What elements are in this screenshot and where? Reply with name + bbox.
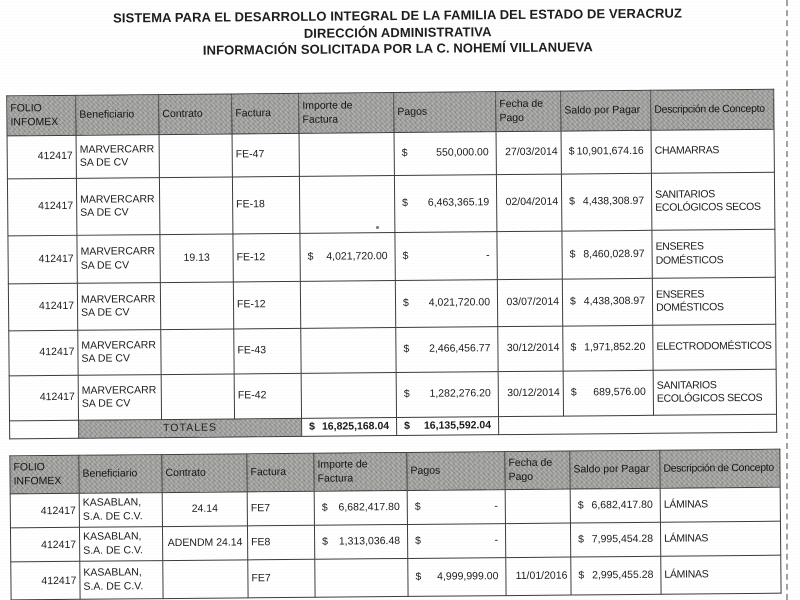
amount: 4,021,720.00 [326, 250, 388, 263]
totals-importe [302, 418, 397, 437]
amount: 8,460,028.97 [583, 247, 645, 261]
cell-folio: 412417 [8, 235, 77, 284]
cell-contrato: ADENDM 24.14 [162, 526, 247, 561]
cell-folio: 412417 [7, 178, 76, 236]
cell-factura: FE-42 [234, 373, 301, 419]
amount: - [494, 534, 499, 547]
cell-beneficiario: MARVERCARR SA DE CV [76, 135, 159, 179]
cell-beneficiario: MARVERCARR SA DE CV [78, 330, 161, 376]
cell-saldo [570, 488, 660, 523]
currency-symbol: $ [309, 420, 315, 433]
cell-saldo [561, 173, 651, 231]
cell-importe [314, 524, 407, 559]
cell-importe [300, 233, 395, 282]
cell-pagos [396, 327, 498, 373]
table-row [8, 229, 775, 284]
column-header-beneficiario: Beneficiario [76, 95, 159, 136]
cell-importe [300, 281, 395, 329]
cell-saldo [563, 325, 653, 371]
currency-symbol: $ [578, 569, 585, 582]
cell-importe [299, 176, 394, 234]
amount: - [494, 500, 498, 513]
cell-pagos [394, 132, 496, 176]
cell-folio: 412417 [9, 330, 78, 376]
column-header-importe: Importe de Factura [314, 452, 407, 491]
cell-contrato [161, 374, 234, 420]
cell-pagos [395, 232, 497, 281]
cell-contrato [161, 329, 234, 375]
cell-pagos [407, 524, 505, 559]
cell-fecha-pago: 30/12/2014 [498, 371, 563, 417]
cell-contrato [163, 560, 248, 599]
doc-title-line-2: DIRECCIÓN ADMINISTRATIVA [303, 23, 492, 41]
cell-beneficiario: MARVERCARR SA DE CV [78, 375, 161, 421]
payments-table-kasablan [9, 449, 781, 600]
cell-folio: 412417 [10, 527, 79, 562]
cell-factura: FE-43 [234, 328, 301, 374]
column-header-folio: FOLIO INFOMEX [7, 95, 76, 136]
cell-importe [301, 328, 396, 374]
amount: 1,282,276.20 [429, 387, 491, 401]
cell-pagos [408, 558, 506, 597]
cell-pagos [394, 175, 496, 233]
cell-descripcion: LÁMINAS [660, 521, 780, 556]
cell-descripcion: LÁMINAS [661, 555, 781, 594]
amount: 6,682,417.80 [591, 498, 653, 512]
amount: 2,466,456.77 [429, 342, 491, 356]
cell-fecha-pago [497, 231, 562, 280]
currency-symbol: $ [570, 341, 577, 354]
column-header-descripcion: Descripción de Concepto [660, 449, 780, 488]
table-row [7, 129, 774, 179]
cell-descripcion: LÁMINAS [660, 487, 780, 522]
amount: 550,000.00 [436, 146, 489, 160]
cell-factura: FE-18 [232, 176, 299, 234]
cell-fecha-pago: 11/01/2016 [506, 557, 571, 596]
column-header-descripcion: Descripción de Concepto [651, 89, 774, 130]
totals-pagos [397, 417, 499, 436]
table-row [11, 555, 781, 600]
cell-fecha-pago [505, 489, 570, 524]
cell-factura: FE7 [247, 491, 314, 526]
cell-fecha-pago: 02/04/2014 [496, 174, 561, 232]
currency-symbol: $ [414, 500, 421, 513]
currency-symbol: $ [568, 145, 575, 158]
cell-saldo [561, 130, 651, 174]
cell-importe [315, 558, 408, 597]
cell-descripcion: CHAMARRAS [651, 129, 774, 173]
cell-beneficiario: KASABLAN, S.A. DE C.V. [79, 527, 162, 562]
column-header-pagos: Pagos [394, 92, 496, 133]
column-header-factura: Factura [232, 93, 299, 134]
amount: 1,971,852.20 [584, 341, 646, 354]
amount: 10,901,674.16 [576, 145, 644, 158]
cell-folio: 412417 [7, 135, 76, 179]
currency-symbol: $ [403, 388, 410, 401]
totals-empty-cell [499, 414, 777, 434]
cell-importe [299, 133, 394, 177]
cell-beneficiario: MARVERCARR SA DE CV [77, 235, 160, 284]
column-header-importe: Importe de Factura [299, 93, 394, 134]
column-header-fecha: Fecha de Pago [505, 451, 570, 490]
column-header-saldo: Saldo por Pagar [561, 90, 651, 131]
amount: 4,438,308.97 [582, 195, 645, 208]
table-row [9, 369, 776, 421]
currency-symbol: $ [404, 419, 410, 432]
cell-contrato [159, 177, 232, 235]
currency-symbol: $ [401, 147, 408, 160]
amount: 6,682,417.80 [338, 500, 400, 514]
cell-descripcion: ELECTRODOMÉSTICOS [653, 324, 776, 370]
cell-factura: FE8 [247, 525, 314, 560]
cell-beneficiario: MARVERCARR SA DE CV [77, 283, 160, 331]
amount: 689,576.00 [593, 386, 646, 399]
column-header-factura: Factura [247, 453, 314, 492]
currency-symbol: $ [402, 197, 409, 210]
currency-symbol: $ [402, 249, 409, 262]
cell-fecha-pago: 30/12/2014 [498, 326, 563, 372]
cell-folio: 412417 [10, 493, 79, 528]
totals-empty-cell [10, 420, 79, 439]
amount: 4,438,308.97 [583, 295, 646, 308]
column-header-saldo: Saldo por Pagar [570, 450, 660, 489]
amount: 7,995,454.28 [591, 532, 654, 546]
cell-importe [314, 490, 407, 525]
currency-symbol: $ [415, 534, 421, 547]
doc-title-line-3: INFORMACIÓN SOLICITADA POR LA C. NOHEMÍ VILLANUEVA [202, 39, 593, 58]
currency-symbol: $ [321, 501, 328, 514]
cell-contrato [159, 134, 232, 178]
amount: 1,313,036.48 [338, 534, 401, 548]
cell-factura: FE-47 [232, 133, 299, 177]
currency-symbol: $ [569, 195, 576, 208]
cell-fecha-pago: 03/07/2014 [497, 279, 562, 327]
cell-factura: FE7 [248, 559, 315, 598]
cell-folio: 412417 [9, 375, 78, 421]
cell-pagos [395, 280, 497, 328]
column-header-contrato: Contrato [162, 454, 247, 493]
currency-symbol: $ [569, 295, 576, 308]
cell-contrato [160, 282, 233, 330]
currency-symbol: $ [402, 297, 409, 310]
currency-symbol: $ [403, 343, 410, 356]
payments-table-marvercarr [6, 89, 777, 440]
totals-label: TOTALES [79, 418, 302, 438]
currency-symbol: $ [569, 248, 576, 261]
amount: 16,825,168.04 [321, 420, 390, 433]
cell-beneficiario: MARVERCARR SA DE CV [76, 178, 159, 236]
cell-fecha-pago: 27/03/2014 [496, 131, 561, 175]
cell-descripcion: SANITARIOS ECOLÓGICOS SECOS [651, 172, 774, 230]
cell-saldo [570, 522, 660, 557]
cell-saldo [563, 370, 653, 416]
currency-symbol: $ [578, 533, 584, 546]
currency-symbol: $ [322, 535, 329, 548]
cell-beneficiario: KASABLAN, S.A. DE C.V. [79, 493, 162, 528]
column-header-folio: FOLIO INFOMEX [10, 455, 79, 494]
currency-symbol: $ [570, 386, 577, 399]
cell-folio: 412417 [11, 561, 80, 600]
cell-pagos [407, 490, 505, 525]
cell-descripcion: SANITARIOS ECOLÓGICOS SECOS [653, 369, 776, 415]
amount: 2,995,455.28 [592, 568, 654, 582]
cell-factura: FE-12 [233, 281, 300, 329]
cell-pagos [396, 372, 498, 418]
column-header-fecha: Fecha de Pago [496, 91, 561, 132]
table-row [8, 277, 775, 331]
currency-symbol: $ [307, 250, 314, 263]
table-row [7, 172, 774, 236]
cell-saldo [562, 278, 652, 326]
cell-importe [301, 373, 396, 419]
doc-title-line-1: SISTEMA PARA EL DESARROLLO INTEGRAL DE LA FAMILIA DEL ESTADO DE VERACRUZ [113, 5, 683, 26]
table-row [9, 324, 776, 376]
document-title-block [0, 5, 798, 61]
cell-contrato: 19.13 [160, 234, 233, 283]
currency-symbol: $ [415, 570, 422, 583]
cell-folio: 412417 [8, 283, 77, 331]
table-header-row [7, 89, 774, 136]
table-header-row [10, 449, 780, 494]
scan-dot-artifact [376, 226, 379, 229]
amount: 4,021,720.00 [428, 296, 491, 310]
cell-descripcion: ENSERES DOMÉSTICOS [652, 229, 775, 278]
column-header-pagos: Pagos [407, 452, 505, 491]
cell-contrato: 24.14 [162, 492, 247, 527]
column-header-contrato: Contrato [159, 94, 232, 135]
cell-descripcion: ENSERES DOMÉSTICOS [652, 277, 775, 325]
cell-factura: FE-12 [233, 233, 300, 282]
column-header-beneficiario: Beneficiario [79, 455, 162, 494]
amount: 6,463,365.19 [427, 196, 490, 210]
scan-edge-artifact [786, 0, 788, 600]
cell-saldo [571, 556, 661, 595]
cell-fecha-pago [505, 523, 570, 558]
amount: 4,999,999.00 [437, 570, 499, 583]
amount: 16,135,592.04 [423, 419, 492, 432]
currency-symbol: $ [577, 499, 584, 512]
cell-saldo [562, 230, 652, 279]
amount: - [486, 249, 490, 262]
cell-beneficiario: KASABLAN, S.A. DE C.V. [80, 561, 163, 600]
